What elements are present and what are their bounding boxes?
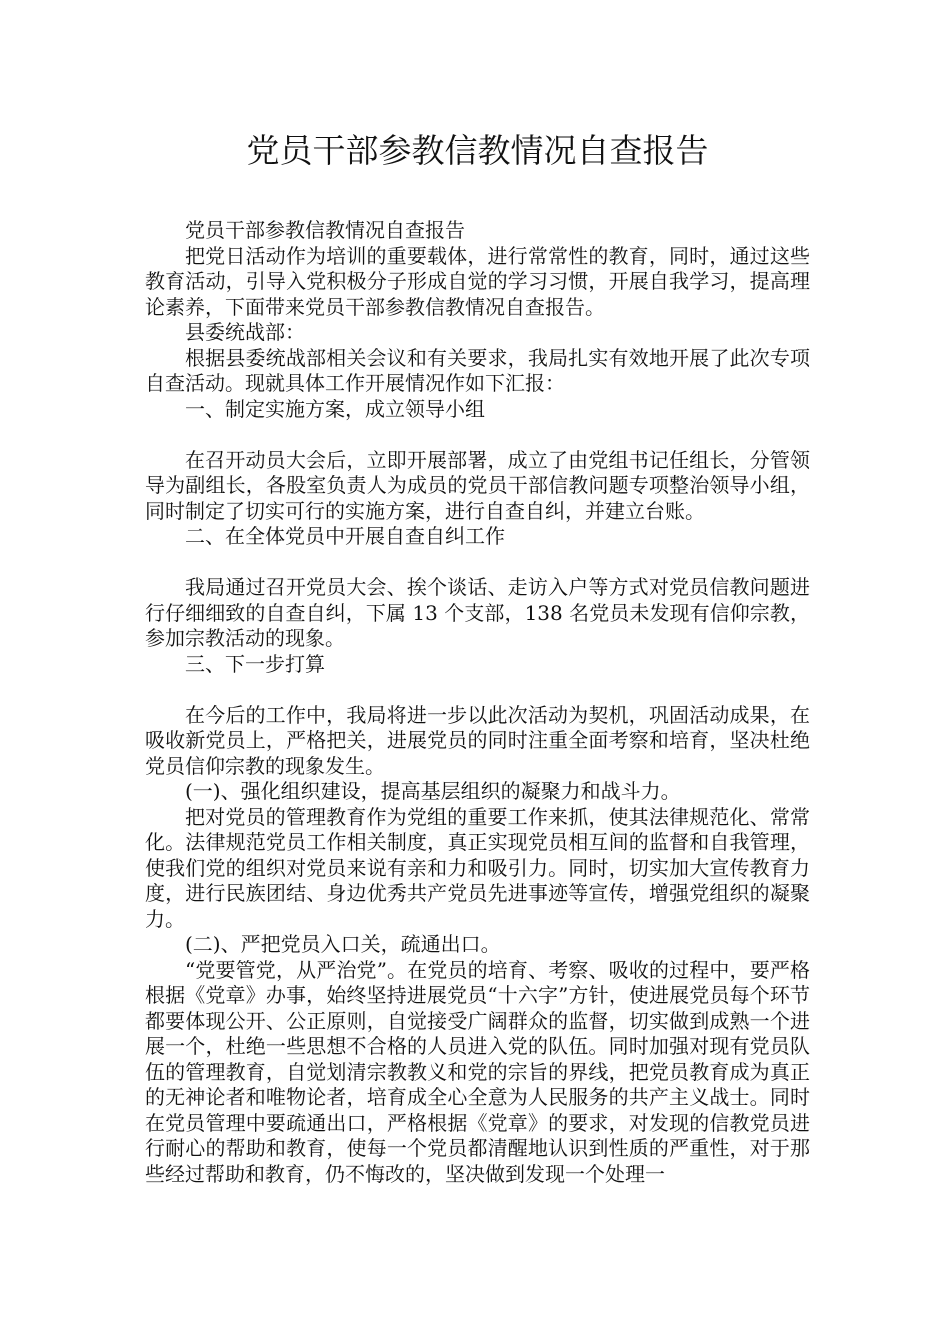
section-heading-2: 二、在全体党员中开展自查自纠工作 [185,524,505,548]
document-title: 党员干部参教信教情况自查报告 [246,131,709,170]
paragraph-section-2: 我局通过召开党员大会、挨个谈话、走访入户等方式对党员信教问题进行仔细细致的自查自纠，下属 13 个支部，138 名党员未发现有信仰宗教，参加宗教活动的现象。 [145,575,810,650]
paragraph-section-3: 在今后的工作中，我局将进一步以此次活动为契机，巩固活动成果，在吸收新党员上，严格把关，进展党员的同时注重全面考察和培育，坚决杜绝党员信仰宗教的现象发生。 [145,702,810,778]
paragraph-subsection-2: “党要管党，从严治党”。在党员的培育、考察、吸收的过程中，要严格根据《党章》办事，始终坚持进展党员“十六字”方针，使进展党员每个环节都要体现公开、公正原则，自觉接受广阔群众的监督，切实做到成熟一个进展一个，杜绝一些思想不合格的人员进入党的队伍。同时加强对现有党员队伍的管理教育，自觉划清宗教教义和党的宗旨的界线，把党员教育成为真正的无神论者和唯物论者，培育成全心全意为人民服务的共产主义战士。同时在党员管理中要疏通出口，严格根据《党章》的要求，对发现的信教党员进行耐心的帮助和教育，使每一个党员都清醒地认识到性质的严重性，对于那些经过帮助和教育，仍不悔改的，坚决做到发现一个处理一 [145,957,810,1186]
subheading-2: (二)、严把党员入口关，疏通出口。 [185,932,501,956]
paragraph-subtitle: 党员干部参教信教情况自查报告 [185,218,465,242]
paragraph-section-1: 在召开动员大会后，立即开展部署，成立了由党组书记任组长，分管领导为副组长，各股室负责人为成员的党员干部信教问题专项整治领导小组，同时制定了切实可行的实施方案，进行自查自纠，并建立台账。 [145,447,810,523]
blank-line [145,677,810,703]
blank-line [145,550,810,576]
document-body [145,218,810,1187]
paragraph-overview: 根据县委统战部相关会议和有关要求，我局扎实有效地开展了此次专项自查活动。现就具体工作开展情况作如下汇报： [145,345,810,395]
blank-line [145,422,810,448]
paragraph-subsection-1: 把对党员的管理教育作为党组的重要工作来抓，使其法律规范化、常常化。法律规范党员工作相关制度，真正实现党员相互间的监督和自我管理，使我们党的组织对党员来说有亲和力和吸引力。同时，切实加大宣传教育力度，进行民族团结、身边优秀共产党员先进事迹等宣传，增强党组织的凝聚力。 [145,804,810,931]
section-heading-3: 三、下一步打算 [185,651,325,676]
paragraph-salutation: 县委统战部： [185,320,305,344]
section-heading-1: 一、制定实施方案，成立领导小组 [185,396,485,421]
document-page [145,128,810,1187]
subheading-1: (一)、强化组织建设，提高基层组织的凝聚力和战斗力。 [185,779,681,803]
paragraph-intro: 把党日活动作为培训的重要载体，进行常常性的教育，同时，通过这些教育活动，引导入党积极分子形成自觉的学习习惯，开展自我学习，提高理论素养，下面带来党员干部参教信教情况自查报告。 [145,243,810,319]
